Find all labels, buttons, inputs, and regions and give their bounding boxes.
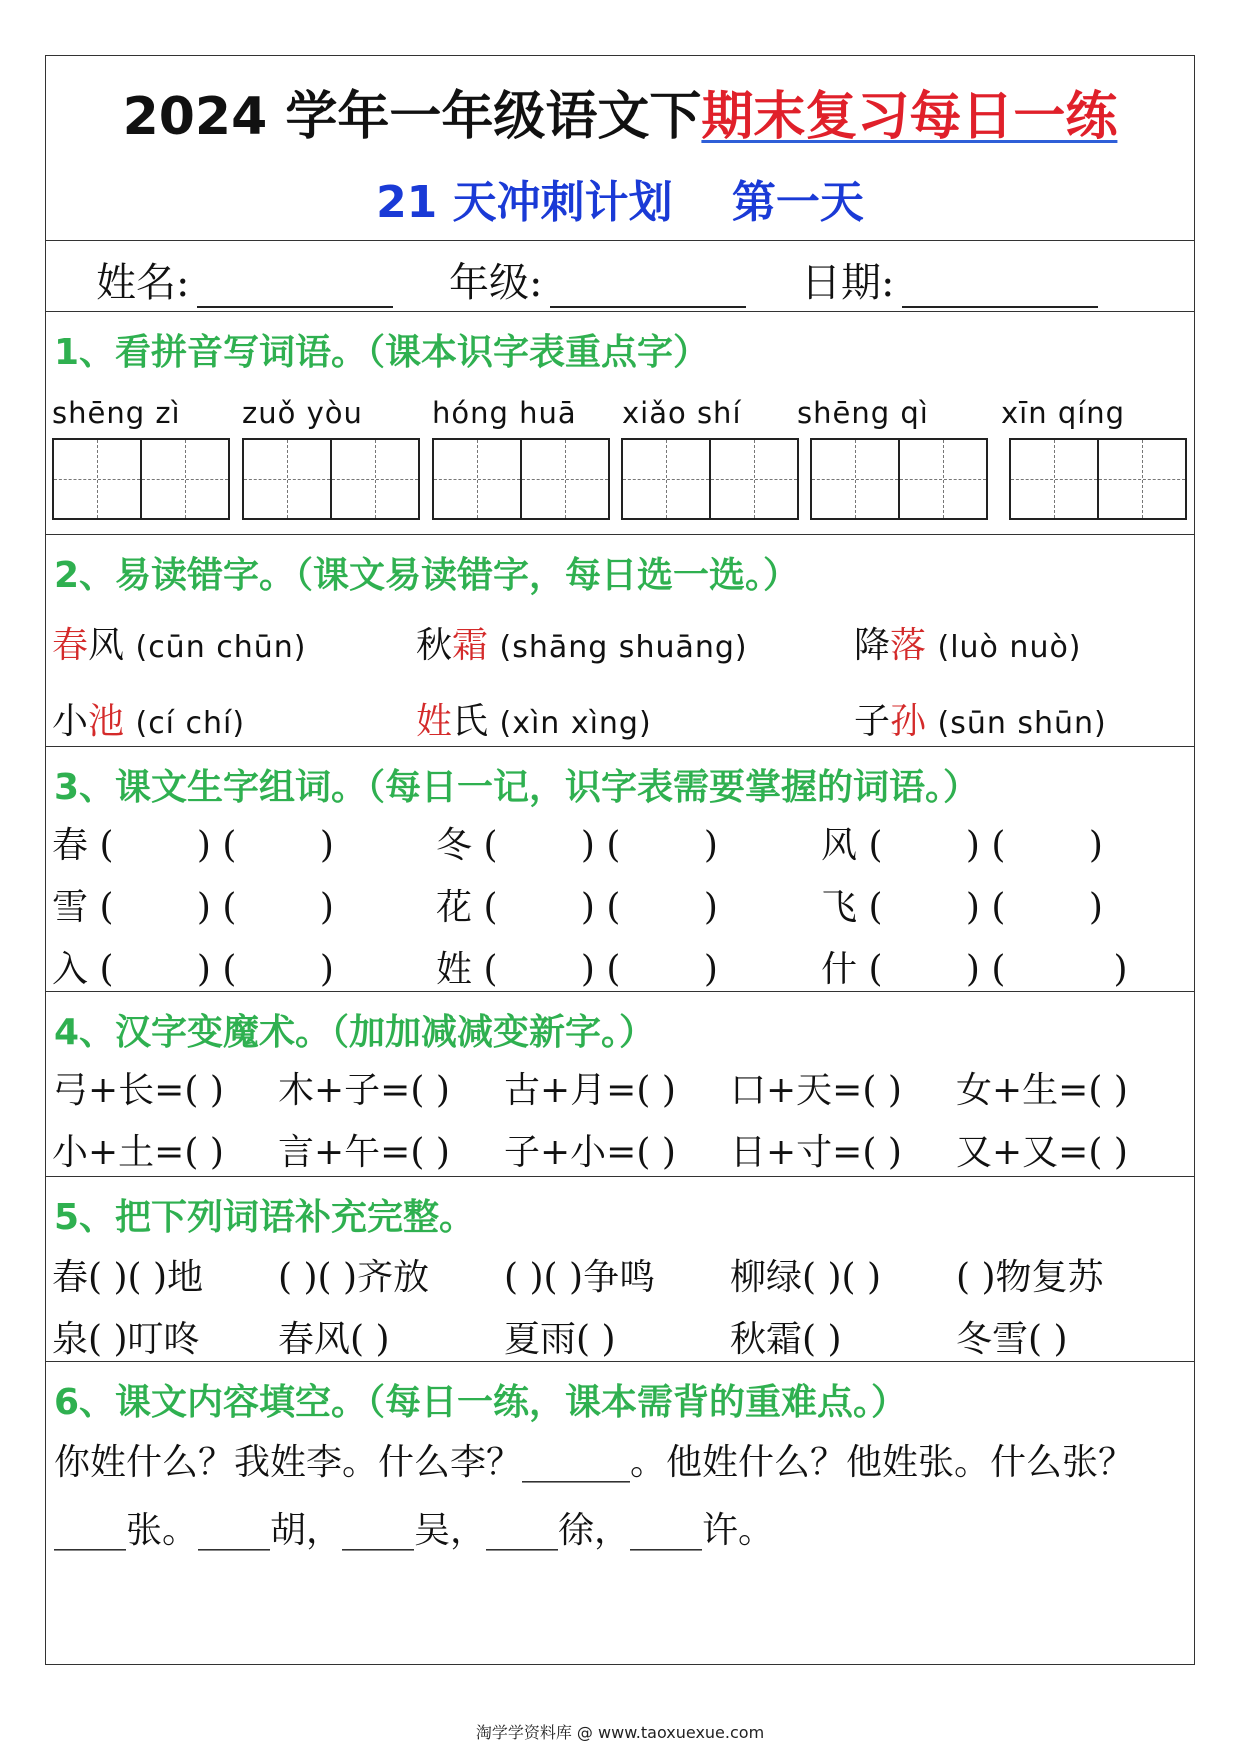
name-label: 姓名: bbox=[96, 260, 190, 306]
grade-field bbox=[449, 251, 746, 308]
idiom-blank[interactable]: ( )物复苏 bbox=[956, 1257, 1104, 1298]
pinyin-options: (cí chí) bbox=[135, 706, 246, 741]
question-2 bbox=[46, 534, 1194, 746]
question-1 bbox=[46, 311, 1194, 534]
question-6-title: 6、课文内容填空。（每日一练，课本需背的重难点。） bbox=[54, 1382, 908, 1423]
footer-watermark: 淘学学资料库 @ www.taoxuexue.com bbox=[475, 1723, 765, 1742]
choice-item[interactable] bbox=[854, 617, 1082, 668]
pinyin-options: (shāng shuāng) bbox=[499, 630, 748, 665]
char-puzzle[interactable]: 古+月=( ) bbox=[504, 1070, 676, 1111]
word-blank-item[interactable]: 雪 ( ) ( ) bbox=[52, 887, 334, 928]
word-blank-item[interactable]: 风 ( ) ( ) bbox=[821, 825, 1103, 866]
highlight-char: 霜 bbox=[452, 625, 489, 666]
writing-grid[interactable] bbox=[242, 438, 420, 520]
question-5 bbox=[46, 1176, 1194, 1361]
writing-grid[interactable] bbox=[621, 438, 799, 520]
date-blank[interactable] bbox=[902, 270, 1098, 308]
word-char: 小 bbox=[52, 701, 89, 742]
name-field bbox=[96, 251, 393, 308]
pinyin-label: zuǒ yòu bbox=[242, 396, 363, 430]
char-puzzle[interactable]: 又+又=( ) bbox=[956, 1132, 1128, 1173]
pinyin-options: (cūn chūn) bbox=[135, 630, 307, 665]
pinyin-label: xīn qíng bbox=[1001, 396, 1126, 430]
idiom-blank[interactable]: 春风( ) bbox=[278, 1319, 390, 1360]
fill-line-2[interactable]: ____张。____胡，____吴，____徐，____许。 bbox=[54, 1510, 775, 1551]
char-puzzle[interactable]: 子+小=( ) bbox=[504, 1132, 676, 1173]
choice-item[interactable] bbox=[52, 693, 245, 744]
pinyin-label: shēng qì bbox=[797, 396, 929, 430]
char-puzzle[interactable]: 小+土=( ) bbox=[52, 1132, 224, 1173]
word-blank-item[interactable]: 什 ( ) ( ) bbox=[821, 949, 1128, 990]
writing-grid[interactable] bbox=[810, 438, 988, 520]
writing-grid[interactable] bbox=[1009, 438, 1187, 520]
question-6 bbox=[46, 1361, 1194, 1664]
fill-line-1[interactable]: 你姓什么？我姓李。什么李？______。他姓什么？他姓张。什么张？ bbox=[54, 1442, 1135, 1483]
word-char: 降 bbox=[854, 625, 891, 666]
page-subtitle: 21 天冲刺计划 第一天 bbox=[376, 177, 864, 228]
word-blank-item[interactable]: 花 ( ) ( ) bbox=[436, 887, 718, 928]
choice-item[interactable] bbox=[416, 693, 652, 744]
char-puzzle[interactable]: 日+寸=( ) bbox=[730, 1132, 902, 1173]
idiom-blank[interactable]: 冬雪( ) bbox=[956, 1319, 1068, 1360]
question-3-title: 3、课文生字组词。（每日一记，识字表需要掌握的词语。） bbox=[54, 767, 980, 808]
info-row bbox=[46, 240, 1194, 311]
highlight-char: 春 bbox=[52, 625, 89, 666]
question-1-title: 1、看拼音写词语。（课本识字表重点字） bbox=[54, 332, 710, 373]
word-char: 秋 bbox=[416, 625, 453, 666]
question-2-title: 2、易读错字。（课文易读错字，每日选一选。） bbox=[54, 555, 800, 596]
choice-item[interactable] bbox=[52, 617, 307, 668]
word-char: 风 bbox=[88, 625, 125, 666]
char-puzzle[interactable]: 女+生=( ) bbox=[956, 1070, 1128, 1111]
pinyin-label: xiǎo shí bbox=[622, 396, 742, 430]
word-blank-item[interactable]: 冬 ( ) ( ) bbox=[436, 825, 718, 866]
question-5-title: 5、把下列词语补充完整。 bbox=[54, 1197, 476, 1238]
pinyin-label: shēng zì bbox=[52, 396, 181, 430]
pinyin-options: (xìn xìng) bbox=[499, 706, 652, 741]
choice-item[interactable] bbox=[416, 617, 748, 668]
highlight-char: 池 bbox=[88, 701, 125, 742]
pinyin-options: (luò nuò) bbox=[937, 630, 1082, 665]
writing-grid[interactable] bbox=[432, 438, 610, 520]
date-field bbox=[801, 251, 1098, 308]
question-4-title: 4、汉字变魔术。（加加减减变新字。） bbox=[54, 1012, 656, 1053]
word-blank-item[interactable]: 姓 ( ) ( ) bbox=[436, 949, 718, 990]
highlight-char: 落 bbox=[890, 625, 927, 666]
word-blank-item[interactable]: 入 ( ) ( ) bbox=[52, 949, 334, 990]
page-title bbox=[46, 74, 1194, 149]
idiom-blank[interactable]: ( )( )争鸣 bbox=[504, 1257, 656, 1298]
title-red: 期末复习每日一练 bbox=[701, 87, 1118, 147]
idiom-blank[interactable]: ( )( )齐放 bbox=[278, 1257, 430, 1298]
word-blank-item[interactable]: 飞 ( ) ( ) bbox=[821, 887, 1103, 928]
highlight-char: 孙 bbox=[890, 701, 927, 742]
word-blank-item[interactable]: 春 ( ) ( ) bbox=[52, 825, 334, 866]
word-char: 氏 bbox=[452, 701, 489, 742]
char-puzzle[interactable]: 木+子=( ) bbox=[278, 1070, 450, 1111]
worksheet bbox=[45, 55, 1195, 1665]
pinyin-options: (sūn shūn) bbox=[937, 706, 1107, 741]
grade-blank[interactable] bbox=[550, 270, 746, 308]
writing-grid[interactable] bbox=[52, 438, 230, 520]
idiom-blank[interactable]: 春( )( )地 bbox=[52, 1257, 204, 1298]
name-blank[interactable] bbox=[197, 270, 393, 308]
date-label: 日期: bbox=[801, 260, 895, 306]
title-black: 2024 学年一年级语文下 bbox=[122, 87, 702, 147]
grade-label: 年级: bbox=[449, 260, 543, 306]
idiom-blank[interactable]: 秋霜( ) bbox=[730, 1319, 842, 1360]
choice-item[interactable] bbox=[854, 693, 1107, 744]
question-3 bbox=[46, 746, 1194, 991]
idiom-blank[interactable]: 柳绿( )( ) bbox=[730, 1257, 882, 1298]
char-puzzle[interactable]: 口+天=( ) bbox=[730, 1070, 902, 1111]
idiom-blank[interactable]: 夏雨( ) bbox=[504, 1319, 616, 1360]
word-char: 子 bbox=[854, 701, 891, 742]
idiom-blank[interactable]: 泉( )叮咚 bbox=[52, 1319, 200, 1360]
question-4 bbox=[46, 991, 1194, 1176]
char-puzzle[interactable]: 言+午=( ) bbox=[278, 1132, 450, 1173]
char-puzzle[interactable]: 弓+长=( ) bbox=[52, 1070, 224, 1111]
highlight-char: 姓 bbox=[416, 701, 453, 742]
pinyin-label: hóng huā bbox=[432, 396, 577, 430]
